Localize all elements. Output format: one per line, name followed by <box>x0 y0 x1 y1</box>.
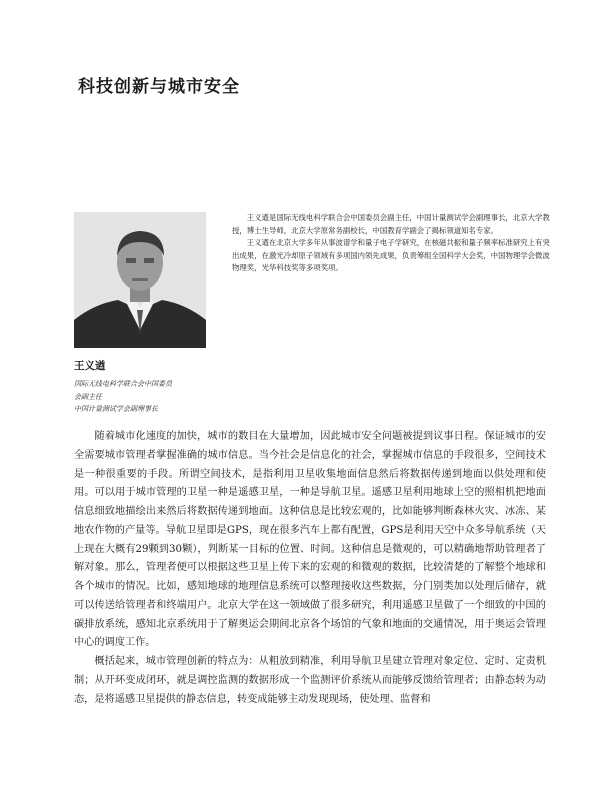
article-body <box>74 428 546 709</box>
author-roles <box>74 378 234 416</box>
article-title: 科技创新与城市安全 <box>78 77 240 97</box>
author-role: 国际无线电科学联合会中国委员 <box>74 380 172 388</box>
bio-paragraph: 王义遒是国际无线电科学联合会中国委员会副主任，中国计量测试学会副理事长，北京大学教授，博士生导师，北京大学原常务副校长，中国教育学副会了揭标领道知名专家。 <box>232 213 550 235</box>
author-role: 中国计量测试学会副理事长 <box>74 405 158 414</box>
author-bio <box>232 212 554 275</box>
body-paragraph: 概括起来，城市管理创新的特点为：从粗放到精准，利用导航卫星建立管理对象定位、定时、定责机制；从开环变成闭环，就是调控监测的数据形成一个监测评价系统从而能够反馈给管理者；由静态转为动态，是将遥感卫星提供的静态信息，转变成能够主动发现现场，使处理、监督和 <box>74 656 546 705</box>
author-role: 会副主任 <box>74 392 102 401</box>
bio-paragraph: 王义遒在北京大学多年从事波谱学和量子电子学研究，在核磁共振和量子频率标准研究上有突出成果，在激光冷却原子领域有多项国内领先成果，负责筹组全国科学大会奖，中国物理学会微波物理奖，光华科技奖等多项奖项。 <box>232 238 550 273</box>
author-portrait <box>74 212 206 348</box>
author-name: 王义遒 <box>74 360 106 372</box>
body-paragraph: 随着城市化速度的加快，城市的数目在大量增加，因此城市安全问题被提到议事日程。保证城市的安全需要城市管理者掌握准确的城市信息。当今社会是信息化的社会，掌握城市信息的手段很多，空间技术是一种很重要的手段。所谓空间技术，是指利用卫星收集地面信息然后将数据传递到地面以供处理和使用。可以用于城市管理的卫星一种是遥感卫星，一种是导航卫星。遥感卫星利用地球上空的照相机把地面信息细致地描绘出来然后将数据传递到地面。这种信息是比较宏观的，比如能够判断森林火灾、冰冻、某地农作物的产量等。导航卫星即是GPS，现在很多汽车上都有配置，GPS是利用天空中众多导航系统（天上现在大概有29颗到30颗），判断某一目标的位置、时间。这种信息是微观的，可以精确地帮助管理者了解对象。那么，管理者便可以根据这些卫星上传下来的宏观的和微观的数据，比较清楚的了解整个地球和各个城市的情况。比如，感知地球的地理信息系统可以整理接收这些数据，分门别类加以处理后储存，就可以传送给管理者和终端用户。北京大学在这一领域做了很多研究，利用遥感卫星做了一个细致的中国的碳排放系统，感知北京系统用于了解奥运会期间北京各个场馆的气象和地面的交通情况，用于奥运会管理中心的调度工作。 <box>74 431 546 649</box>
